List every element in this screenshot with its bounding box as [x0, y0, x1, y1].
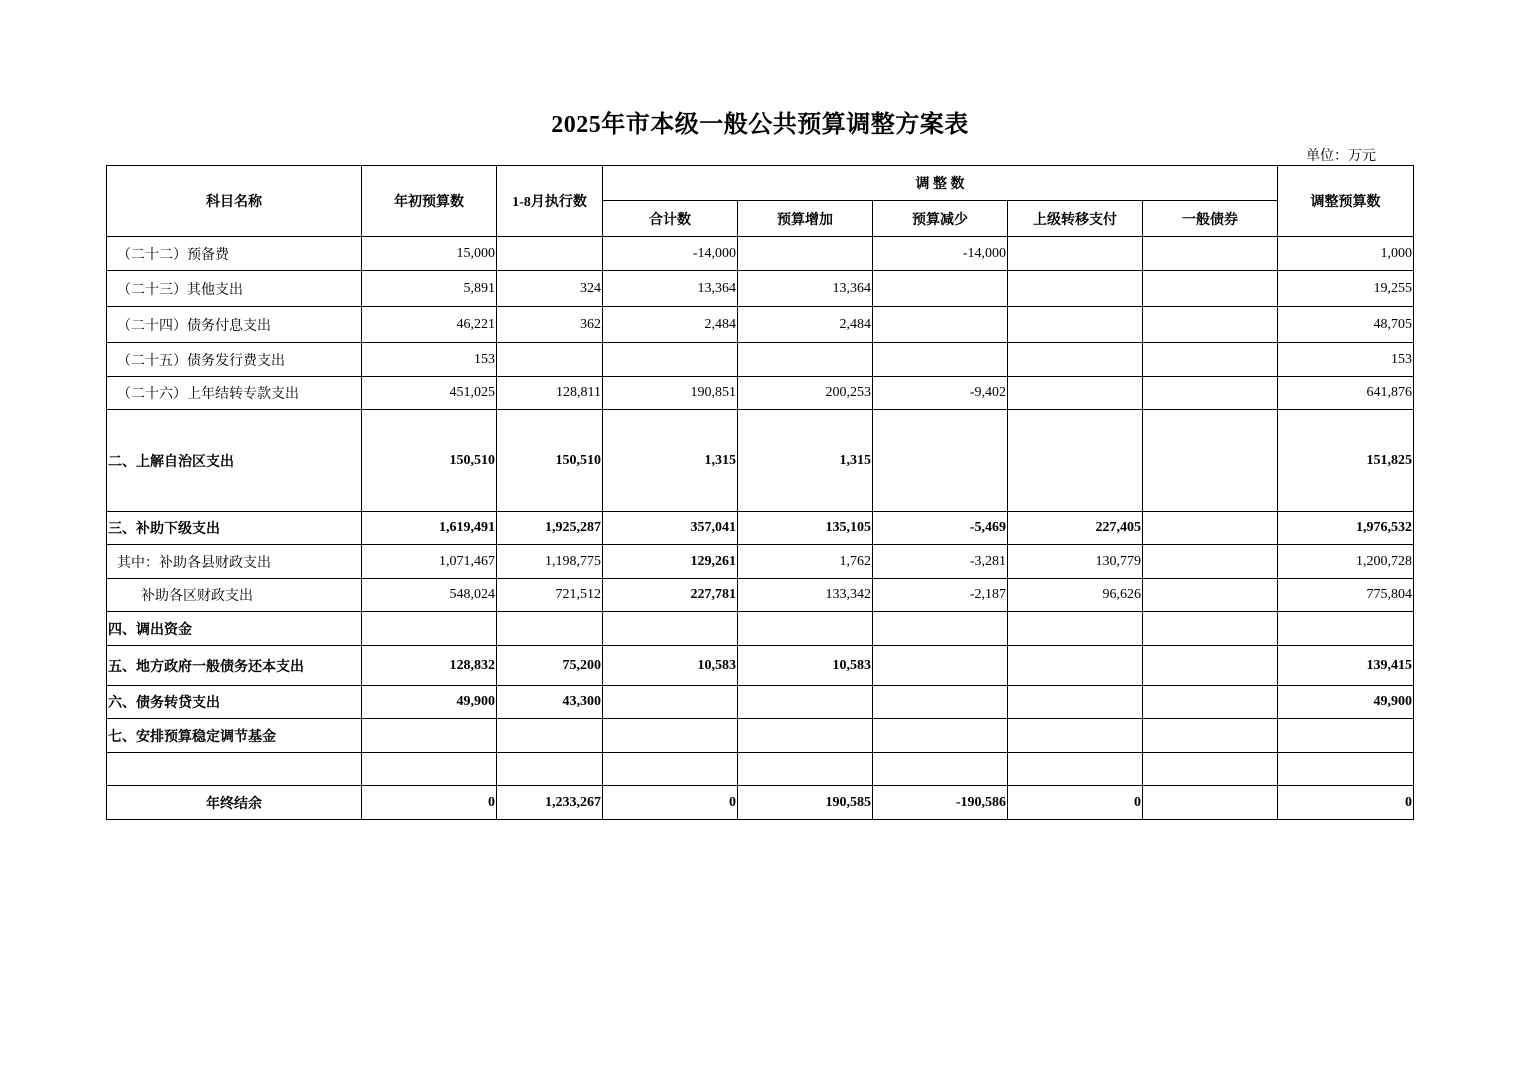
cell-total: 0: [603, 786, 738, 820]
row-name: 六、债务转贷支出: [107, 686, 362, 719]
cell-initial: 46,221: [362, 307, 497, 343]
header-initial-budget: 年初预算数: [362, 166, 497, 237]
table-row: [107, 271, 1414, 307]
table-row: [107, 512, 1414, 545]
cell-transfer: 96,626: [1008, 579, 1143, 612]
cell-executed: [497, 237, 603, 271]
header-increase: 预算增加: [738, 201, 873, 237]
table-row: [107, 612, 1414, 646]
cell-adjusted: 48,705: [1278, 307, 1414, 343]
cell-executed: [497, 753, 603, 786]
cell-initial: 548,024: [362, 579, 497, 612]
cell-executed: 1,198,775: [497, 545, 603, 579]
row-name: 二、上解自治区支出: [107, 410, 362, 512]
cell-transfer: [1008, 612, 1143, 646]
cell-executed: [497, 612, 603, 646]
cell-adjusted: 153: [1278, 343, 1414, 377]
cell-total: 190,851: [603, 377, 738, 410]
unit-label: 单位：万元: [1306, 149, 1376, 164]
cell-increase: [738, 237, 873, 271]
cell-increase: 10,583: [738, 646, 873, 686]
header-adjusted-budget: 调整预算数: [1278, 166, 1414, 237]
cell-increase: [738, 686, 873, 719]
cell-adjusted: [1278, 719, 1414, 753]
cell-bonds: [1143, 686, 1278, 719]
cell-initial: 49,900: [362, 686, 497, 719]
cell-initial: [362, 612, 497, 646]
cell-executed: 721,512: [497, 579, 603, 612]
cell-initial: 1,619,491: [362, 512, 497, 545]
table-row: [107, 377, 1414, 410]
cell-decrease: [873, 753, 1008, 786]
cell-adjusted: 1,976,532: [1278, 512, 1414, 545]
cell-increase: 1,315: [738, 410, 873, 512]
cell-decrease: [873, 343, 1008, 377]
cell-total: 129,261: [603, 545, 738, 579]
header-subject: 科目名称: [107, 166, 362, 237]
header-bonds: 一般债券: [1143, 201, 1278, 237]
cell-total: 227,781: [603, 579, 738, 612]
cell-bonds: [1143, 512, 1278, 545]
cell-transfer: 227,405: [1008, 512, 1143, 545]
row-name: 三、补助下级支出: [107, 512, 362, 545]
cell-adjusted: [1278, 612, 1414, 646]
cell-adjusted: 1,200,728: [1278, 545, 1414, 579]
cell-executed: 75,200: [497, 646, 603, 686]
cell-initial: [362, 719, 497, 753]
table-row: [107, 579, 1414, 612]
cell-increase: 190,585: [738, 786, 873, 820]
row-name: （二十四）债务付息支出: [107, 307, 362, 343]
cell-transfer: [1008, 686, 1143, 719]
cell-decrease: [873, 612, 1008, 646]
row-name: 五、地方政府一般债务还本支出: [107, 646, 362, 686]
cell-bonds: [1143, 343, 1278, 377]
cell-transfer: [1008, 719, 1143, 753]
cell-initial: 451,025: [362, 377, 497, 410]
cell-decrease: -2,187: [873, 579, 1008, 612]
table-row: [107, 343, 1414, 377]
row-name: 其中：补助各县财政支出: [107, 545, 362, 579]
cell-increase: [738, 343, 873, 377]
row-name: （二十六）上年结转专款支出: [107, 377, 362, 410]
cell-transfer: [1008, 646, 1143, 686]
table-row: [107, 545, 1414, 579]
cell-total: -14,000: [603, 237, 738, 271]
row-name: （二十五）债务发行费支出: [107, 343, 362, 377]
cell-increase: [738, 719, 873, 753]
cell-transfer: [1008, 307, 1143, 343]
cell-bonds: [1143, 545, 1278, 579]
cell-initial: [362, 753, 497, 786]
cell-total: [603, 612, 738, 646]
cell-initial: 128,832: [362, 646, 497, 686]
cell-adjusted: 641,876: [1278, 377, 1414, 410]
cell-decrease: -3,281: [873, 545, 1008, 579]
header-row-1: [107, 166, 1414, 201]
cell-adjusted: 0: [1278, 786, 1414, 820]
cell-bonds: [1143, 579, 1278, 612]
header-total: 合计数: [603, 201, 738, 237]
cell-initial: 15,000: [362, 237, 497, 271]
cell-transfer: 0: [1008, 786, 1143, 820]
cell-decrease: [873, 307, 1008, 343]
row-name: （二十二）预备费: [107, 237, 362, 271]
table-row: [107, 646, 1414, 686]
cell-executed: 1,925,287: [497, 512, 603, 545]
cell-executed: 362: [497, 307, 603, 343]
cell-bonds: [1143, 377, 1278, 410]
cell-total: [603, 686, 738, 719]
cell-initial: 150,510: [362, 410, 497, 512]
cell-executed: 150,510: [497, 410, 603, 512]
cell-transfer: [1008, 237, 1143, 271]
cell-initial: 153: [362, 343, 497, 377]
cell-executed: 128,811: [497, 377, 603, 410]
cell-executed: 1,233,267: [497, 786, 603, 820]
cell-decrease: [873, 719, 1008, 753]
cell-bonds: [1143, 237, 1278, 271]
cell-total: 2,484: [603, 307, 738, 343]
cell-executed: [497, 343, 603, 377]
cell-initial: 1,071,467: [362, 545, 497, 579]
cell-initial: 0: [362, 786, 497, 820]
cell-adjusted: 1,000: [1278, 237, 1414, 271]
cell-adjusted: 19,255: [1278, 271, 1414, 307]
table-row: [107, 307, 1414, 343]
cell-transfer: 130,779: [1008, 545, 1143, 579]
row-name: 补助各区财政支出: [107, 579, 362, 612]
cell-increase: [738, 612, 873, 646]
cell-total: [603, 343, 738, 377]
cell-adjusted: 139,415: [1278, 646, 1414, 686]
cell-increase: 13,364: [738, 271, 873, 307]
cell-decrease: [873, 646, 1008, 686]
cell-bonds: [1143, 753, 1278, 786]
cell-total: 1,315: [603, 410, 738, 512]
cell-decrease: -5,469: [873, 512, 1008, 545]
cell-bonds: [1143, 646, 1278, 686]
cell-initial: 5,891: [362, 271, 497, 307]
cell-adjusted: 775,804: [1278, 579, 1414, 612]
cell-increase: 1,762: [738, 545, 873, 579]
cell-increase: 2,484: [738, 307, 873, 343]
cell-total: [603, 753, 738, 786]
table-row: [107, 786, 1414, 820]
cell-decrease: -190,586: [873, 786, 1008, 820]
header-transfer: 上级转移支付: [1008, 201, 1143, 237]
cell-adjusted: [1278, 753, 1414, 786]
cell-decrease: [873, 271, 1008, 307]
cell-bonds: [1143, 271, 1278, 307]
header-adjustment-group: 调 整 数: [603, 166, 1278, 201]
cell-decrease: [873, 410, 1008, 512]
cell-bonds: [1143, 410, 1278, 512]
row-name: [107, 753, 362, 786]
table-row: [107, 686, 1414, 719]
cell-adjusted: 151,825: [1278, 410, 1414, 512]
page-title: 2025年市本级一般公共预算调整方案表: [551, 112, 969, 138]
budget-adjustment-table: [106, 165, 1414, 820]
row-name: 七、安排预算稳定调节基金: [107, 719, 362, 753]
cell-executed: [497, 719, 603, 753]
cell-bonds: [1143, 612, 1278, 646]
cell-transfer: [1008, 410, 1143, 512]
cell-bonds: [1143, 719, 1278, 753]
table-row: [107, 719, 1414, 753]
cell-bonds: [1143, 307, 1278, 343]
table-row: [107, 753, 1414, 786]
cell-transfer: [1008, 753, 1143, 786]
cell-increase: [738, 753, 873, 786]
cell-adjusted: 49,900: [1278, 686, 1414, 719]
cell-executed: 43,300: [497, 686, 603, 719]
cell-total: 357,041: [603, 512, 738, 545]
header-decrease: 预算减少: [873, 201, 1008, 237]
cell-decrease: -14,000: [873, 237, 1008, 271]
header-executed: 1-8月执行数: [497, 166, 603, 237]
row-name: 四、调出资金: [107, 612, 362, 646]
cell-increase: 133,342: [738, 579, 873, 612]
cell-total: 13,364: [603, 271, 738, 307]
row-name: 年终结余: [107, 786, 362, 820]
cell-total: [603, 719, 738, 753]
cell-executed: 324: [497, 271, 603, 307]
cell-decrease: [873, 686, 1008, 719]
table-row: [107, 410, 1414, 512]
cell-decrease: -9,402: [873, 377, 1008, 410]
cell-transfer: [1008, 271, 1143, 307]
row-name: （二十三）其他支出: [107, 271, 362, 307]
cell-total: 10,583: [603, 646, 738, 686]
cell-bonds: [1143, 786, 1278, 820]
cell-increase: 135,105: [738, 512, 873, 545]
cell-transfer: [1008, 343, 1143, 377]
cell-increase: 200,253: [738, 377, 873, 410]
cell-transfer: [1008, 377, 1143, 410]
table-row: [107, 237, 1414, 271]
